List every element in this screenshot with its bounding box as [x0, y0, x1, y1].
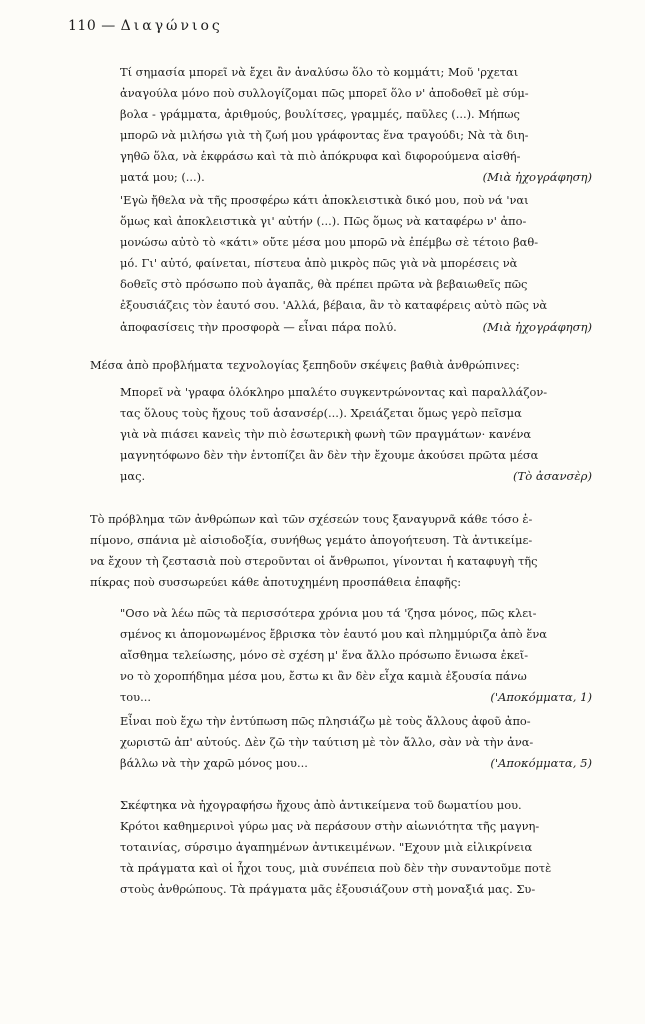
text-line-last — [120, 687, 592, 708]
text-line-end: μας. — [120, 469, 146, 484]
text-line: "Οσο νὰ λέω πῶς τὰ περισσότερα χρόνια μου τά 'ζησα μόνος, πῶς κλει- — [120, 606, 537, 620]
citation: ('Αποκόμματα, 1) — [490, 690, 592, 705]
text-line: Σκέφτηκα νὰ ἠχογραφήσω ἤχους ἀπὸ ἀντικείμενα τοῦ δωματίου μου. — [120, 798, 522, 812]
text-line-last — [120, 317, 592, 338]
citation: (Μιὰ ἠχογράφηση) — [482, 170, 592, 185]
page-number: 110 — [68, 18, 97, 34]
text-line-last — [120, 753, 592, 774]
text-line: αἴσθημα τελείωσης, μόνο σὲ σχέση μ' ἕνα ἄλλο πρόσωπο ἔνιωσα ἐκεῖ- — [120, 648, 529, 663]
text-line: Μέσα ἀπὸ προβλήματα τεχνολογίας ξεπηδοῦν σκέψεις βαθιὰ ἀνθρώπινες: — [90, 358, 520, 372]
text-line: ἐξουσιάζεις τὸν ἑαυτό σου. 'Αλλά, βέβαια, ἂν τὸ καταφέρεις αὐτὸ πῶς νὰ — [120, 298, 548, 313]
text-line: Μπορεῖ νὰ 'γραφα ὁλόκληρο μπαλέτο συγκεντρώνοντας καὶ παραλλάζον- — [120, 385, 548, 399]
text-line: χωριστῶ ἀπ' αὐτούς. Δὲν ζῶ τὴν ταύτιση μὲ τὸν ἄλλο, σὰν νὰ τὴν ἀνα- — [120, 735, 534, 750]
text-line: τὰ πράγματα καὶ οἱ ἦχοι τους, μιὰ συνέπεια ποὺ δὲν τὴν συναντοῦμε ποτὲ — [120, 861, 552, 876]
text-line: γιὰ νὰ πιάσει κανεὶς τὴν πιὸ ἐσωτερικὴ φωνὴ τῶν πραγμάτων· κανένα — [120, 427, 532, 442]
quote-block-5 — [120, 711, 592, 774]
text-line: ἀναγούλα μόνο ποὺ συλλογίζομαι πῶς μπορεῖ ὅλο ν' ἀποδοθεῖ μὲ σύμ- — [120, 86, 529, 101]
quote-block-3 — [120, 382, 592, 487]
text-line-end: βάλλω νὰ τὴν χαρῶ μόνος μου... — [120, 756, 308, 771]
text-line: να ἔχουν τὴ ζεστασιὰ ποὺ στεροῦνται οἱ ἄνθρωποι, γίνονται ἡ καταφυγὴ τῆς — [90, 554, 538, 569]
quote-block-2 — [120, 190, 592, 338]
quote-block-4 — [120, 603, 592, 708]
text-line: δοθεῖς στὸ πρόσωπο ποὺ ἀγαπᾶς, θὰ πρέπει πρῶτα νὰ βεβαιωθεῖς πῶς — [120, 277, 528, 292]
header-dash: — — [101, 18, 116, 34]
text-line: Κρότοι καθημερινοὶ γύρω μας νὰ περάσουν στὴν αἰωνιότητα τῆς μαγνη- — [120, 819, 540, 834]
running-header — [68, 18, 223, 34]
text-line: Τί σημασία μπορεῖ νὰ ἔχει ἂν ἀναλύσω ὅλο τὸ κομμάτι; Μοῦ 'ρχεται — [120, 65, 519, 79]
quote-block-1 — [120, 62, 592, 189]
body-paragraph — [90, 509, 600, 593]
text-line: μό. Γι' αὐτό, φαίνεται, πίστευα ἀπὸ μικρὸς πῶς γιὰ νὰ μπορέσεις νὰ — [120, 256, 518, 271]
text-line-end: του... — [120, 690, 151, 705]
text-line-end: ματά μου; (...). — [120, 170, 205, 185]
text-line: τοταινίας, σύρσιμο ἀγαπημένων ἀντικειμένων. "Εχουν μιὰ εἰλικρίνεια — [120, 840, 533, 855]
text-line: πίμονο, σπάνια μὲ αἰσιοδοξία, συνήθως γεμάτο ἀπογοήτευση. Τὰ ἀντικείμε- — [90, 533, 533, 548]
text-line: γηθῶ ὅλα, νὰ ἐκφράσω καὶ τὰ πιὸ ἀπόκρυφα καὶ διφορούμενα αἰσθή- — [120, 149, 521, 164]
running-title: Διαγώνιος — [120, 18, 223, 34]
text-line: σμένος κι ἀπομονωμένος ἔβρισκα τὸν ἑαυτό μου καὶ πλημμύριζα ἀπὸ ἕνα — [120, 627, 547, 642]
text-line: 'Εγὼ ἤθελα νὰ τῆς προσφέρω κάτι ἀποκλειστικὰ δικό μου, ποὺ νά 'ναι — [120, 193, 529, 207]
text-line: μονώσω αὐτὸ τὸ «κάτι» οὔτε μέσα μου μπορῶ νὰ ἐπέμβω σὲ τέτοιο βαθ- — [120, 235, 539, 250]
text-line: μπορῶ νὰ μιλήσω γιὰ τὴ ζωή μου γράφοντας ἕνα τραγούδι; Νὰ τὰ διη- — [120, 128, 529, 143]
quote-block-6 — [120, 795, 592, 900]
text-line: νο τὸ χοροπήδημα μέσα μου, ἔστω κι ἂν δὲν εἶχα καμιὰ ἐξουσία πάνω — [120, 669, 527, 684]
text-line: ὅμως καὶ ἀποκλειστικὰ γι' αὐτήν (...). Πῶς ὅμως νὰ καταφέρω ν' ἀπο- — [120, 214, 527, 229]
text-line: Τὸ πρόβλημα τῶν ἀνθρώπων καὶ τῶν σχέσεών τους ξαναγυρνᾶ κάθε τόσο ἐ- — [90, 512, 533, 526]
text-line: βολα - γράμματα, ἀριθμούς, βουλίτσες, γραμμές, παῦλες (...). Μήπως — [120, 107, 520, 122]
text-line: τας ὅλους τοὺς ἤχους τοῦ ἀσανσέρ(...). Χρειάζεται ὅμως γερὸ πεῖσμα — [120, 406, 522, 421]
citation: ('Αποκόμματα, 5) — [490, 756, 592, 771]
text-line-end: ἀποφασίσεις τὴν προσφορὰ — εἶναι πάρα πολύ. — [120, 319, 397, 334]
text-line-last — [120, 466, 592, 487]
text-line: μαγνητόφωνο δὲν τὴν ἐντοπίζει ἂν δὲν τὴν ἔχουμε ἀκούσει πρῶτα μέσα — [120, 448, 539, 463]
intro-paragraph — [90, 355, 600, 376]
text-line: Εἶναι ποὺ ἔχω τὴν ἐντύπωση πῶς πλησιάζω μὲ τοὺς ἄλλους ἀφοῦ ἀπο- — [120, 714, 531, 728]
text-line: πίκρας ποὺ συσσωρεύει κάθε ἀποτυχημένη προσπάθεια ἐπαφῆς: — [90, 575, 462, 590]
text-line-last — [120, 167, 592, 188]
citation: (Τὸ ἀσανσὲρ) — [512, 469, 592, 484]
text-line: στοὺς ἀνθρώπους. Τὰ πράγματα μᾶς ἐξουσιάζουν στὴ μοναξιά μας. Συ- — [120, 882, 536, 897]
citation: (Μιὰ ἠχογράφηση) — [482, 319, 592, 334]
